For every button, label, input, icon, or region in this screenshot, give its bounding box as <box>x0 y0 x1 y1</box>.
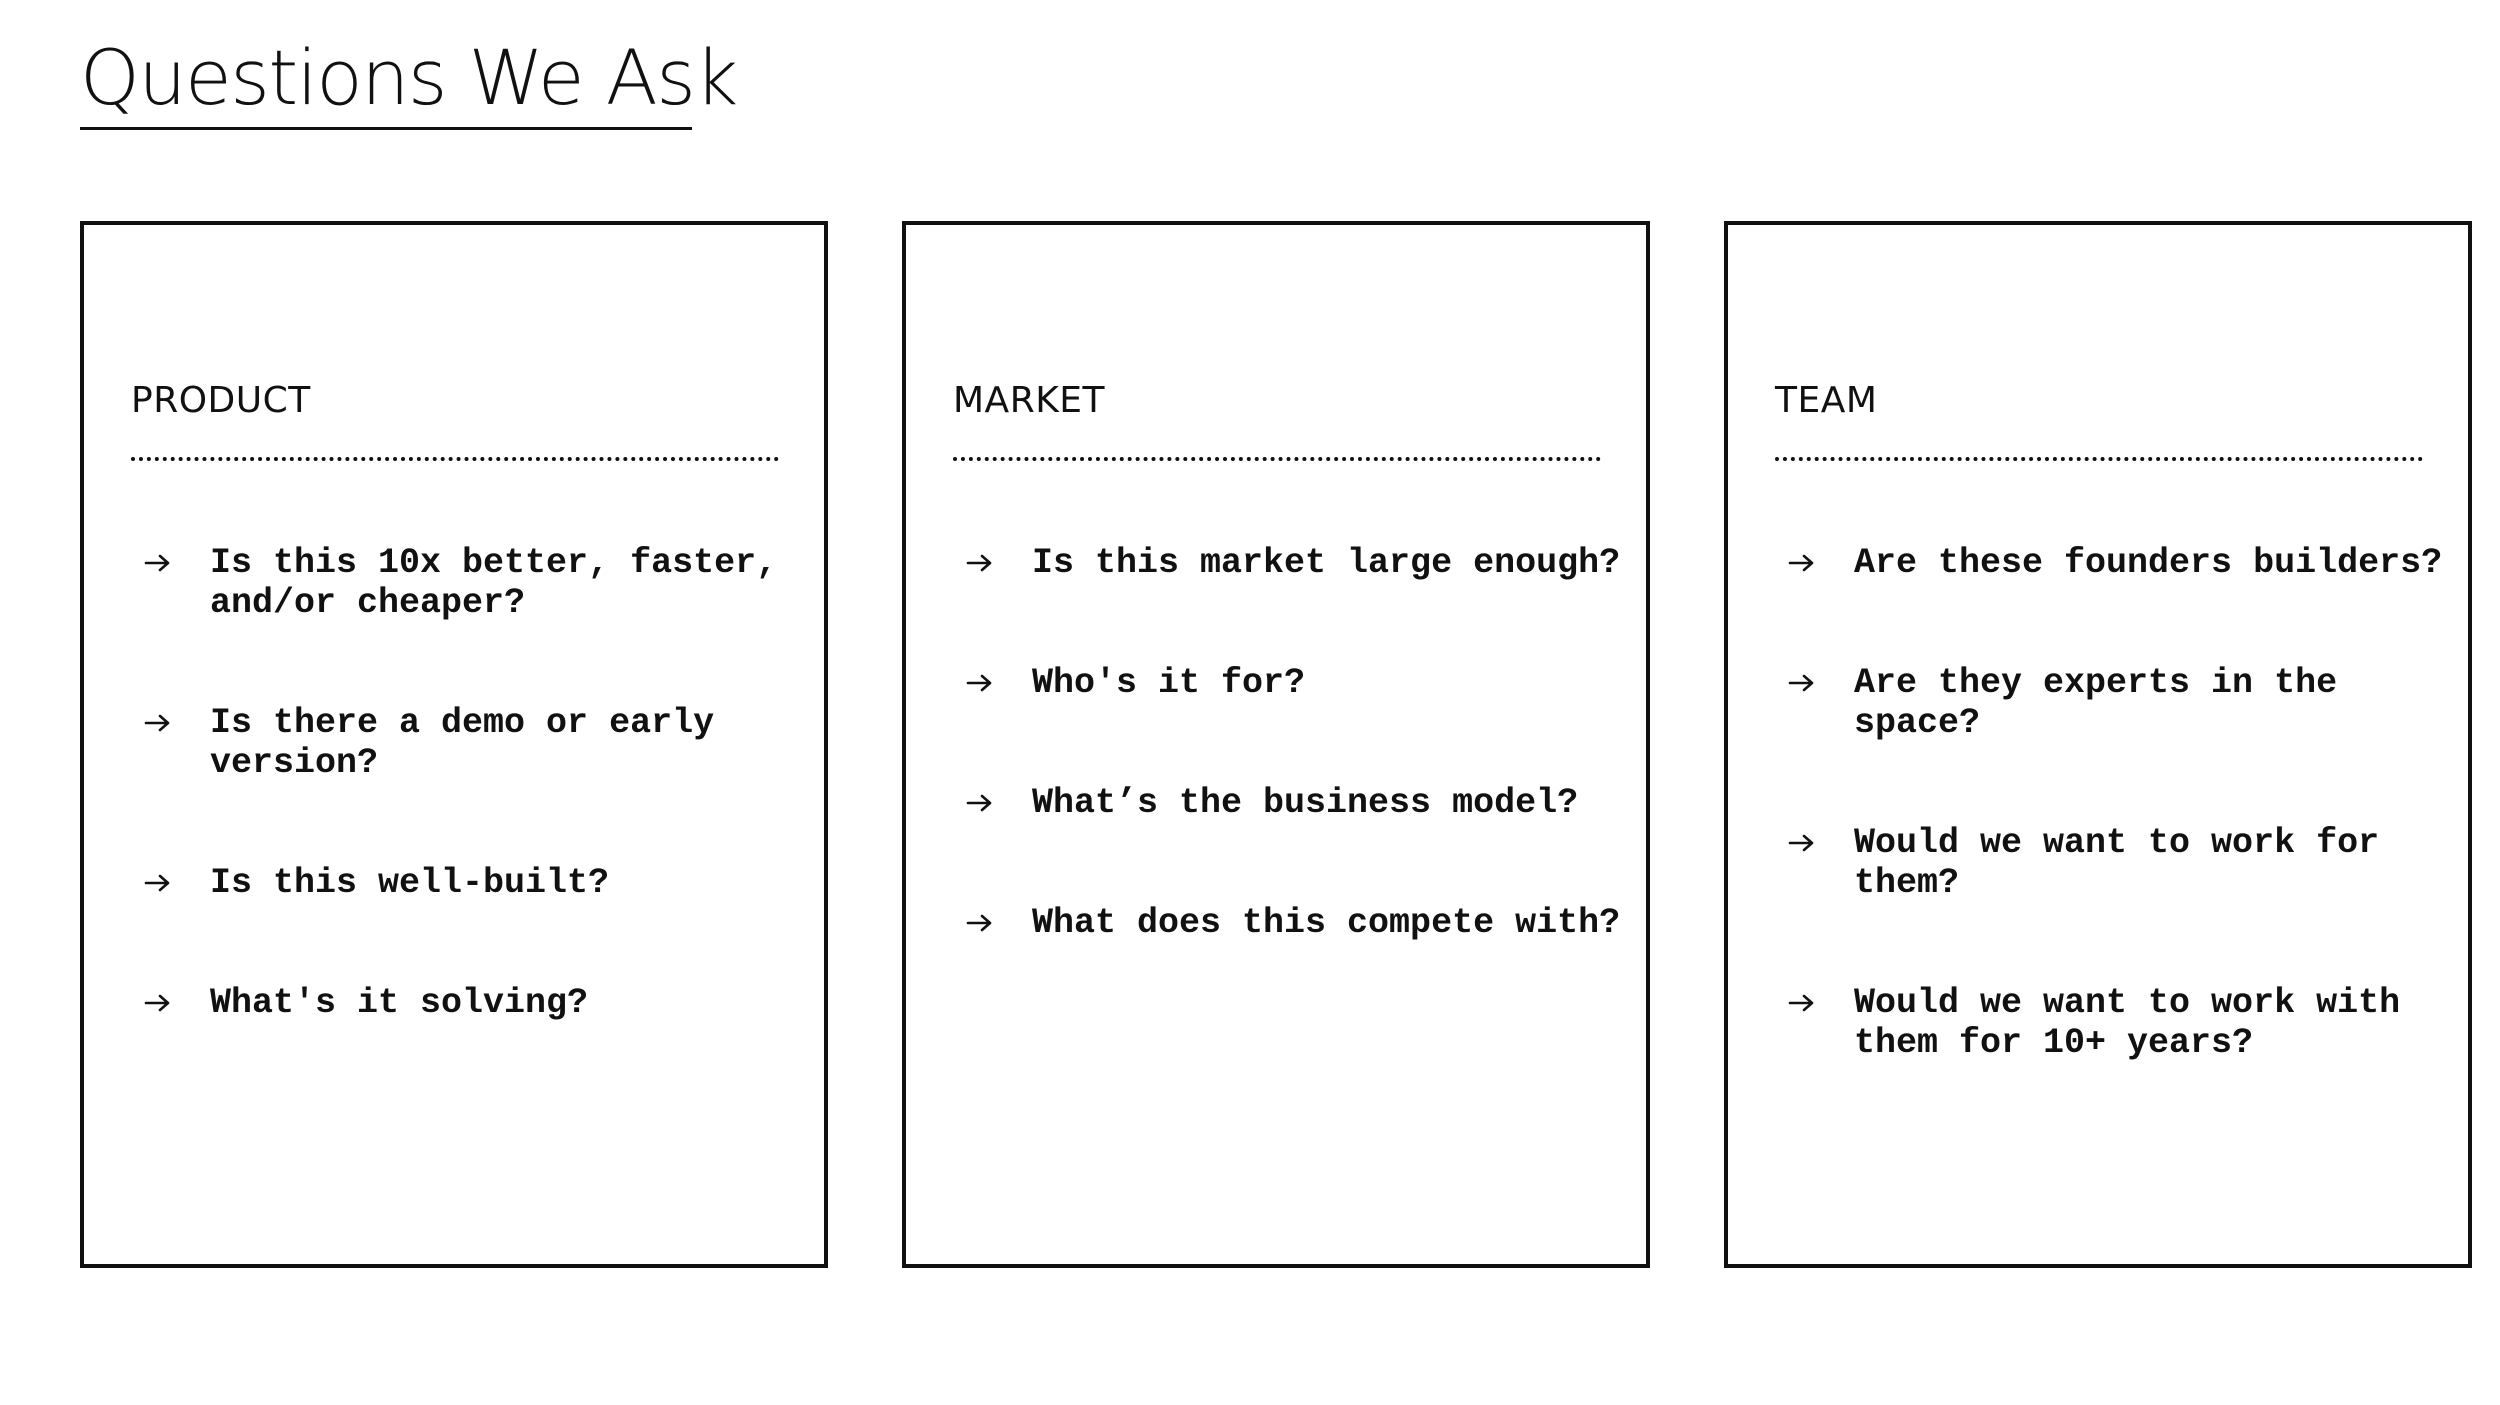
question-item <box>1788 543 2448 583</box>
question-item <box>144 703 804 783</box>
question-text: Are these founders builders? <box>1854 543 2443 583</box>
question-item <box>966 903 1626 943</box>
card-team <box>1724 221 2472 1268</box>
question-text: Is this well-built? <box>210 863 610 903</box>
page-title: Questions We Ask <box>80 33 737 122</box>
card-heading: MARKET <box>953 380 1106 421</box>
question-text: Is this 10x better, faster, and/or cheaper? <box>210 543 778 623</box>
question-text: What does this compete with? <box>1032 903 1621 943</box>
title-underline <box>80 127 692 130</box>
question-text: Is there a demo or early version? <box>210 703 715 783</box>
question-text: Is this market large enough? <box>1032 543 1621 583</box>
question-text: Would we want to work for them? <box>1854 823 2380 903</box>
card-heading: PRODUCT <box>131 380 311 421</box>
dotted-divider <box>953 457 1601 461</box>
card-market <box>902 221 1650 1268</box>
question-item <box>1788 983 2448 1063</box>
question-text: Are they experts in the space? <box>1854 663 2338 743</box>
question-item <box>144 863 804 903</box>
question-item <box>966 783 1626 823</box>
arrow-right-icon <box>966 783 1032 823</box>
dotted-divider <box>131 457 779 461</box>
dotted-divider <box>1775 457 2423 461</box>
question-text: Who's it for? <box>1032 663 1306 703</box>
arrow-right-icon <box>1788 823 1854 863</box>
arrow-right-icon <box>144 543 210 583</box>
arrow-right-icon <box>966 543 1032 583</box>
arrow-right-icon <box>1788 543 1854 583</box>
arrow-right-icon <box>144 703 210 743</box>
question-list <box>144 543 804 1023</box>
card-product <box>80 221 828 1268</box>
arrow-right-icon <box>1788 663 1854 703</box>
card-heading: TEAM <box>1775 380 1878 421</box>
arrow-right-icon <box>1788 983 1854 1023</box>
arrow-right-icon <box>966 663 1032 703</box>
question-item <box>144 543 804 623</box>
question-text: What's it solving? <box>210 983 589 1023</box>
arrow-right-icon <box>144 863 210 903</box>
question-text: What’s the business model? <box>1032 783 1579 823</box>
arrow-right-icon <box>966 903 1032 943</box>
question-item <box>1788 663 2448 743</box>
question-item <box>144 983 804 1023</box>
question-item <box>966 543 1626 583</box>
arrow-right-icon <box>144 983 210 1023</box>
question-item <box>1788 823 2448 903</box>
question-list <box>966 543 1626 943</box>
question-item <box>966 663 1626 703</box>
question-text: Would we want to work with them for 10+ years? <box>1854 983 2401 1063</box>
question-list <box>1788 543 2448 1063</box>
